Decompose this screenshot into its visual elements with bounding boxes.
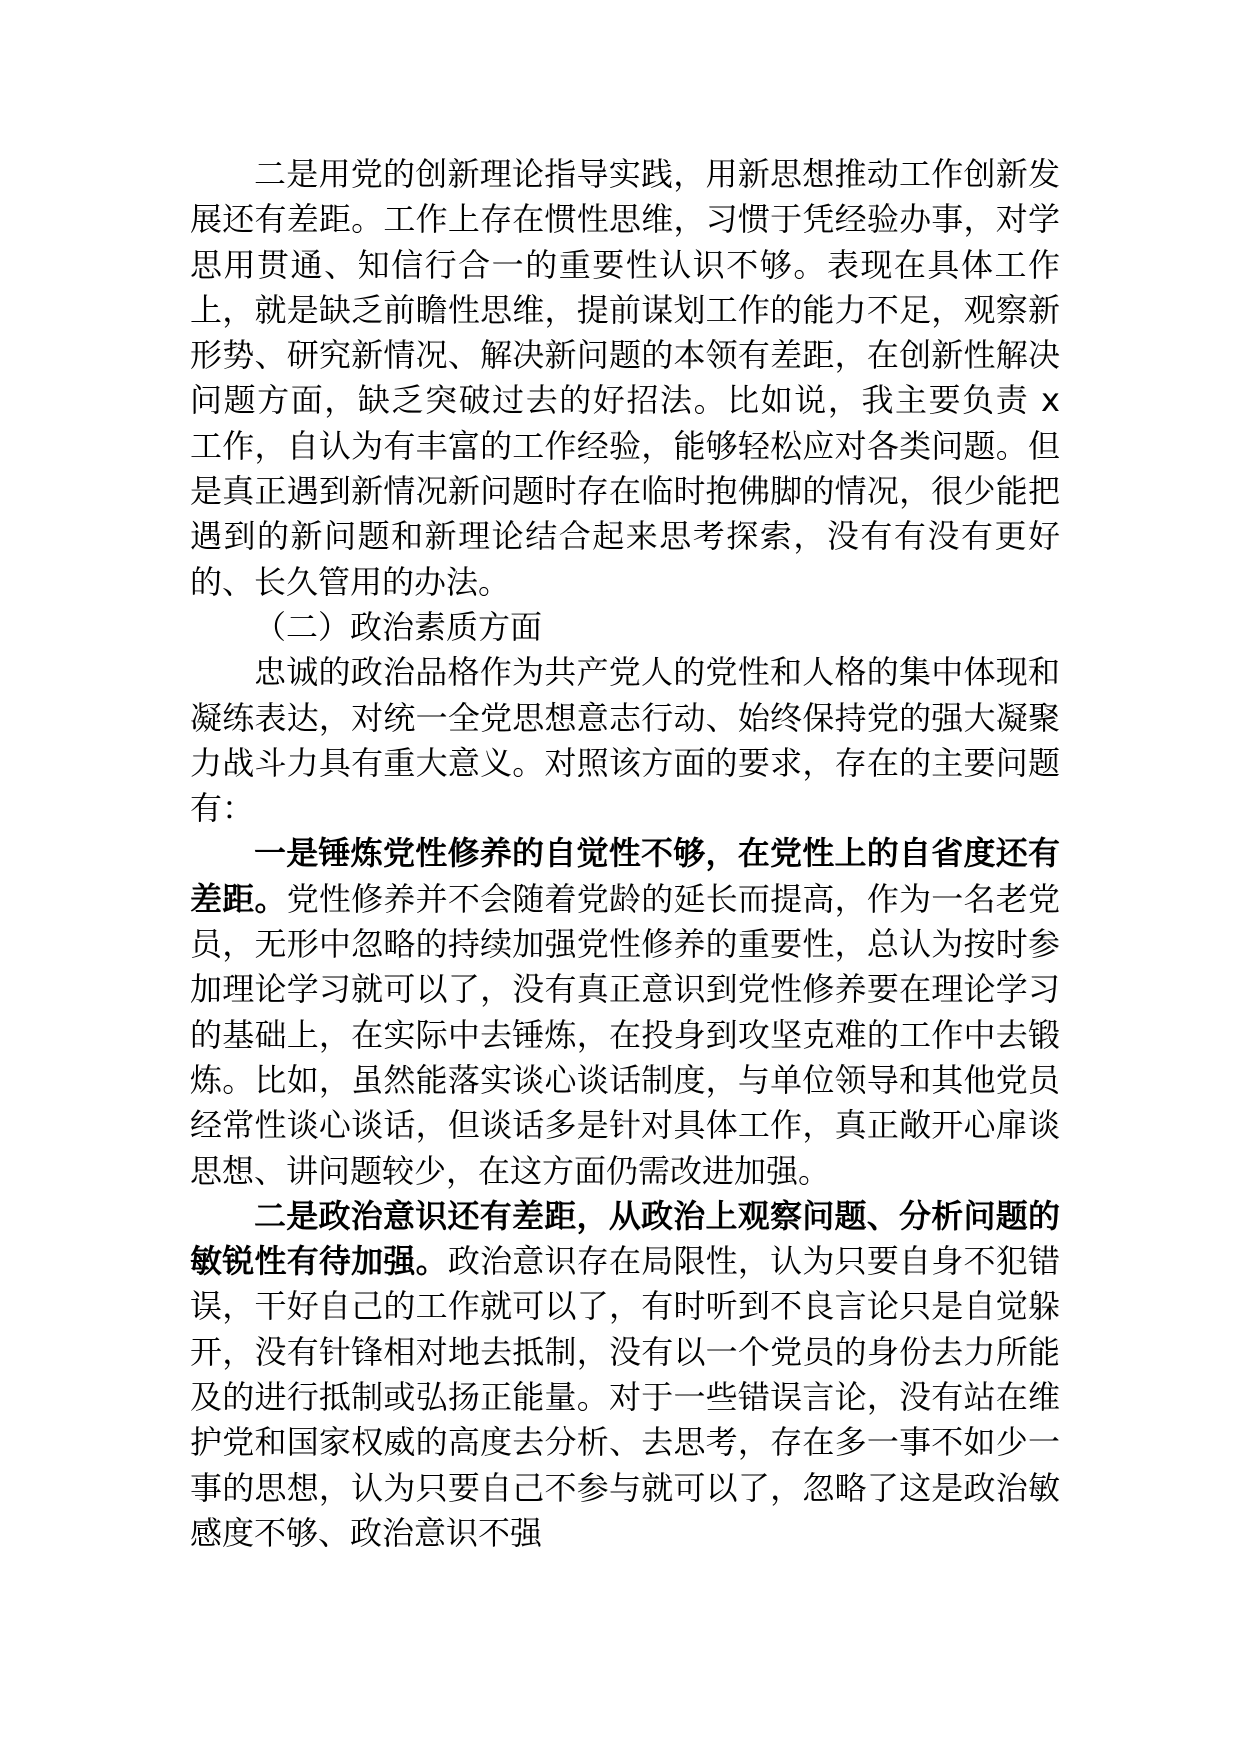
document-body [190,152,1060,1556]
paragraph-text: 政治意识存在局限性，认为只要自身不犯错误，干好自己的工作就可以了，有时听到不良言论只是自觉躲开，没有针锋相对地去抵制，没有以一个党员的身份去力所能及的进行抵制或弘扬正能量。对于一些错误言论，没有站在维护党和国家权威的高度去分析、去思考，存在多一事不如少一事的思想，认为只要自己不参与就可以了，忽略了这是政治敏感度不够、政治意识不强 [190,1242,1060,1552]
paragraph-party-spirit [190,831,1060,1193]
paragraph-text: 二是用党的创新理论指导实践，用新思想推动工作创新发展还有差距。工作上存在惯性思维，习惯于凭经验办事，对学思用贯通、知信行合一的重要性认识不够。表现在具体工作上，就是缺乏前瞻性思维，提前谋划工作的能力不足，观察新形势、研究新情况、解决新问题的本领有差距，在创新性解决问题方面，缺乏突破过去的好招法。比如说，我主要负责 x 工作，自认为有丰富的工作经验，能够轻松应对各类问题。但是真正遇到新情况新问题时存在临时抱佛脚的情况，很少能把遇到的新问题和新理论结合起来思考探索，没有有没有更好的、长久管用的办法。 [190,155,1060,601]
paragraph-political-awareness [190,1194,1060,1556]
paragraph-bold-lead: 二是政治意识还有差距，从政治上观察问题、分析问题的敏锐性有待加强。 [190,1196,1060,1281]
section-heading-text: （二）政治素质方面 [254,607,543,646]
section-heading-political-quality [190,605,1060,650]
paragraph-bold-lead: 一是锤炼党性修养的自觉性不够，在党性上的自省度还有差距。 [190,834,1060,918]
paragraph-loyalty-intro [190,650,1060,831]
paragraph-text: 忠诚的政治品格作为共产党人的党性和人格的集中体现和凝练表达，对统一全党思想意志行动、始终保持党的强大凝聚力战斗力具有重大意义。对照该方面的要求，存在的主要问题有： [190,653,1060,828]
paragraph-practice-gap [190,152,1060,605]
paragraph-text: 党性修养并不会随着党龄的延长而提高，作为一名老党员，无形中忽略的持续加强党性修养的重要性，总认为按时参加理论学习就可以了，没有真正意识到党性修养要在理论学习的基础上，在实际中去锤炼，在投身到攻坚克难的工作中去锻炼。比如，虽然能落实谈心谈话制度，与单位领导和其他党员经常性谈心谈话，但谈话多是针对具体工作，真正敞开心扉谈思想、讲问题较少，在这方面仍需改进加强。 [190,879,1060,1190]
